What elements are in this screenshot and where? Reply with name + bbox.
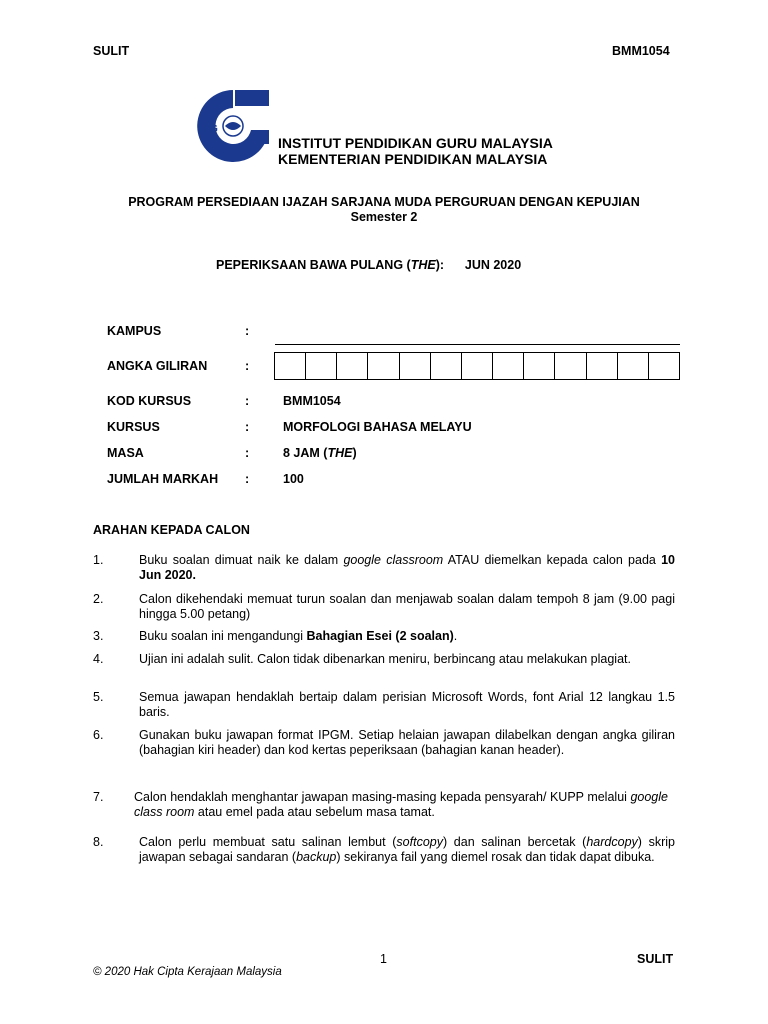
angka-giliran-label: ANGKA GILIRAN	[107, 359, 208, 373]
angka-giliran-colon: :	[245, 359, 250, 373]
exam-prefix: PEPERIKSAAN BAWA PULANG (	[216, 258, 411, 272]
institution-name	[278, 135, 553, 167]
digit-box[interactable]	[431, 353, 462, 379]
item-number: 3.	[93, 629, 104, 643]
jumlah-markah-colon: :	[245, 472, 250, 486]
digit-box[interactable]	[555, 353, 586, 379]
header-course-code: BMM1054	[612, 44, 670, 58]
instruction-item: Semua jawapan hendaklah bertaip dalam perisian Microsoft Words, font Arial 12 langkau 1.5 baris.	[139, 690, 675, 719]
masa-value: 8 JAM (THE)	[283, 446, 357, 460]
jumlah-markah-label: JUMLAH MARKAH	[107, 472, 219, 486]
item-number: 5.	[93, 690, 104, 704]
page-number: 1	[380, 952, 387, 966]
digit-box[interactable]	[462, 353, 493, 379]
kod-kursus-value: BMM1054	[283, 394, 341, 408]
digit-box[interactable]	[337, 353, 368, 379]
exam-date: JUN 2020	[464, 258, 522, 272]
digit-box[interactable]	[649, 353, 679, 379]
item-number: 2.	[93, 592, 104, 606]
instruction-item: Calon hendaklah menghantar jawapan masing-masing kepada pensyarah/ KUPP melalui google class room atau emel pada atau sebelum masa tamat.	[134, 790, 668, 819]
kod-kursus-label: KOD KURSUS	[107, 394, 192, 408]
jumlah-markah-value: 100	[283, 472, 304, 486]
item-number: 7.	[93, 790, 104, 804]
digit-box[interactable]	[275, 353, 306, 379]
digit-box[interactable]	[368, 353, 399, 379]
kursus-label: KURSUS	[107, 420, 160, 434]
instructions-title: ARAHAN KEPADA CALON	[93, 523, 250, 537]
instruction-item: Calon perlu membuat satu salinan lembut (softcopy) dan salinan bercetak (hardcopy) skrip jawapan sebagai sandaran (backup) sekiranya fail yang diemel rosak dan tidak dapat dibuka.	[139, 835, 675, 864]
exam-suffix: ):	[435, 258, 445, 272]
program-semester: Semester 2	[350, 210, 418, 224]
kursus-value: MORFOLOGI BAHASA MELAYU	[283, 420, 472, 434]
digit-box[interactable]	[306, 353, 337, 379]
institution-line1: INSTITUT PENDIDIKAN GURU MALAYSIA	[278, 135, 553, 151]
angka-giliran-boxes[interactable]	[274, 352, 680, 380]
kursus-colon: :	[245, 420, 250, 434]
digit-box[interactable]	[587, 353, 618, 379]
instruction-item: Buku soalan dimuat naik ke dalam google classroom ATAU diemelkan kepada calon pada 10 Jun 2020.	[139, 553, 675, 582]
program-title	[0, 195, 768, 225]
institution-line2: KEMENTERIAN PENDIDIKAN MALAYSIA	[278, 151, 548, 167]
logo-text: IPG	[199, 123, 218, 135]
masa-label: MASA	[107, 446, 144, 460]
item-number: 8.	[93, 835, 104, 849]
kampus-label: KAMPUS	[107, 324, 162, 338]
instruction-item: Buku soalan ini mengandungi Bahagian Esei (2 soalan).	[139, 629, 458, 643]
ipg-logo	[193, 86, 273, 166]
exam-title	[216, 258, 521, 272]
item-number: 6.	[93, 728, 104, 742]
instruction-item: Ujian ini adalah sulit. Calon tidak dibenarkan meniru, berbincang atau melakukan plagiat.	[139, 652, 631, 666]
digit-box[interactable]	[493, 353, 524, 379]
exam-abbr: THE	[410, 258, 436, 272]
kampus-colon: :	[245, 324, 250, 338]
instruction-item: Calon dikehendaki memuat turun soalan dan menjawab soalan dalam tempoh 8 jam (9.00 pagi hingga 5.00 petang)	[139, 592, 675, 621]
kod-kursus-colon: :	[245, 394, 250, 408]
kampus-field[interactable]	[275, 344, 680, 345]
masa-colon: :	[245, 446, 250, 460]
digit-box[interactable]	[524, 353, 555, 379]
footer-sulit: SULIT	[637, 952, 674, 966]
program-line1: PROGRAM PERSEDIAAN IJAZAH SARJANA MUDA PERGURUAN DENGAN KEPUJIAN	[128, 195, 640, 209]
item-number: 1.	[93, 553, 104, 567]
instruction-item: Gunakan buku jawapan format IPGM. Setiap helaian jawapan dilabelkan dengan angka giliran (bahagian kiri header) dan kod kertas peperiksaan (bahagian kanan header).	[139, 728, 675, 757]
digit-box[interactable]	[618, 353, 649, 379]
digit-box[interactable]	[400, 353, 431, 379]
item-number: 4.	[93, 652, 104, 666]
header-sulit: SULIT	[93, 44, 130, 58]
copyright: © 2020 Hak Cipta Kerajaan Malaysia	[93, 966, 282, 978]
